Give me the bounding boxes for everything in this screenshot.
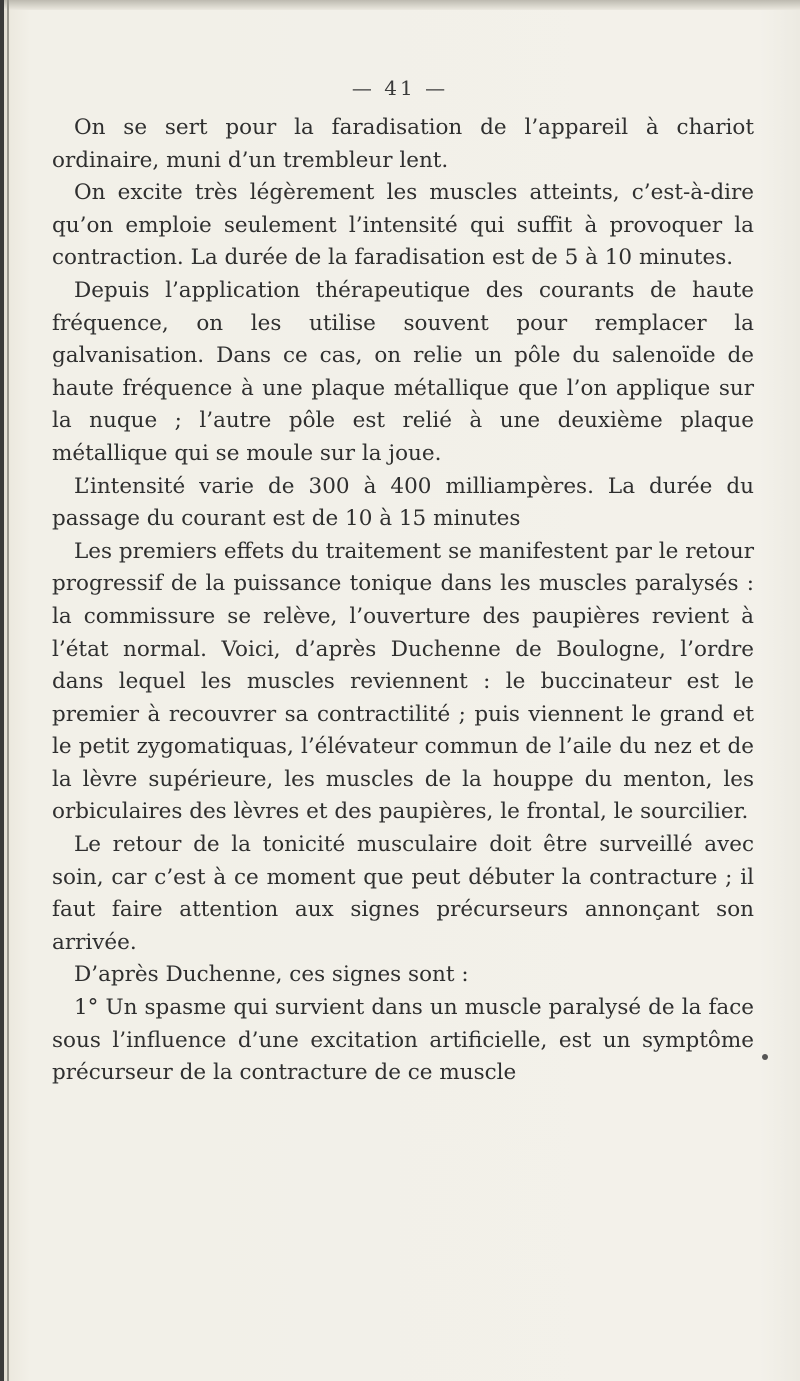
- page-binding-edge: [0, 0, 4, 1381]
- paragraph: On excite très légèrement les muscles atteints, c’est-à-dire qu’on emploie seulement l’intensité qui suffit à provoquer la contraction. La durée de la faradisation est de 5 à 10 minutes.: [52, 180, 754, 271]
- paragraph: 1° Un spasme qui survient dans un muscle paralysé de la face sous l’influence d’une excitation artificielle, est un symptôme précurseur de la contracture de ce muscle: [52, 995, 754, 1086]
- page-top-shadow: [0, 0, 800, 10]
- paragraph: Depuis l’application thérapeutique des courants de haute fréquence, on les utilise souvent pour remplacer la galvanisation. Dans ce cas, on relie un pôle du salenoïde de haute fréquence à une plaque métallique que l’on applique sur la nuque ; l’autre pôle est relié à une deuxième plaque métallique qui se moule sur la joue.: [52, 277, 754, 466]
- paragraph: D’après Duchenne, ces signes sont :: [74, 962, 469, 988]
- paragraph: Le retour de la tonicité musculaire doit être surveillé avec soin, car c’est à ce moment que peut débuter la contracture ; il faut faire attention aux signes précurseurs annonçant son arrivée.: [52, 832, 754, 955]
- paragraph: On se sert pour la faradisation de l’appareil à chariot ordinaire, muni d’un trembleur lent.: [52, 115, 754, 173]
- paragraph: Les premiers effets du traitement se manifestent par le retour progressif de la puissance tonique dans les muscles paralysés : la commissure se relève, l’ouverture des paupières revient à l’état normal. Voici, d’après Duchenne de Boulogne, l’ordre dans lequel les muscles reviennent : le buccinateur est le premier à recouvrer sa contractilité ; puis viennent le grand et le petit zygomatiquas, l’élévateur commun de l’aile du nez et de la lèvre supérieure, les muscles de la houppe du menton, les orbiculaires des lèvres et des paupières, le frontal, le sourcilier.: [52, 538, 754, 825]
- page-body: [52, 112, 754, 1090]
- page-number: — 41 —: [351, 76, 449, 100]
- page-binding-line: [7, 0, 9, 1381]
- ink-spot: [762, 1054, 768, 1060]
- paragraph: L’intensité varie de 300 à 400 milliampères. La durée du passage du courant est de 10 à 15 minutes: [52, 473, 754, 532]
